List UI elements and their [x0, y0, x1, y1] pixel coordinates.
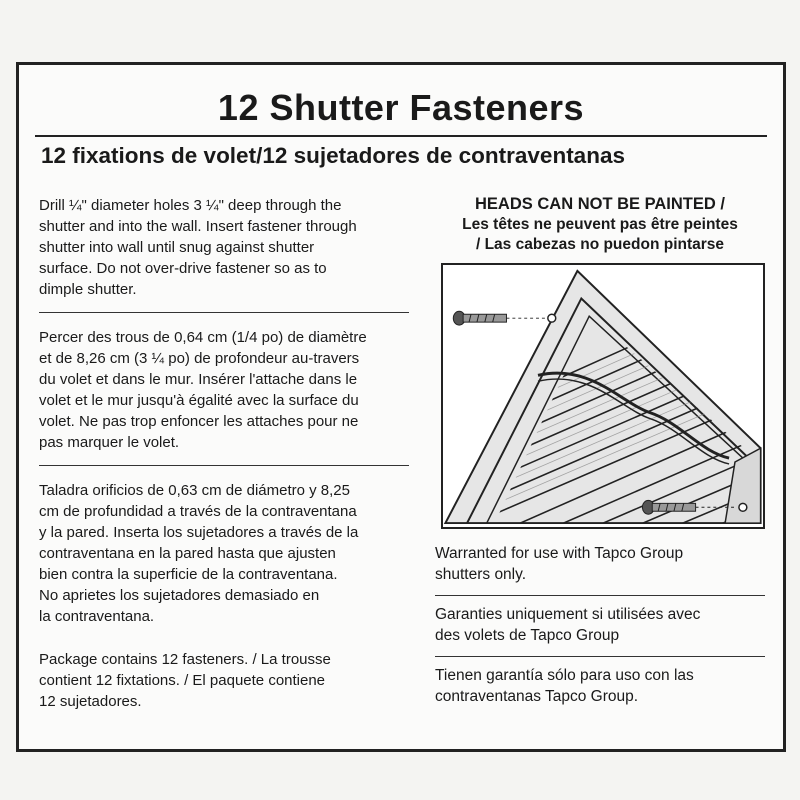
warranty-french: Garanties uniquement si utilisées avec des volets de Tapco Group [435, 606, 701, 644]
shutter-fastener-diagram-icon [441, 263, 765, 529]
instructions-column [39, 195, 409, 712]
spacer [39, 627, 409, 649]
package-contents: Package contains 12 fasteners. / La trousse contient 12 fixtations. / El paquete contiene 12 sujetadores. [39, 651, 331, 710]
title-divider [35, 135, 767, 137]
instruction-label [16, 62, 786, 752]
warnings-column [435, 193, 765, 707]
warning-english: HEADS CAN NOT BE PAINTED / [475, 195, 725, 213]
instructions-english: Drill ¼" diameter holes 3 ¼" deep through the shutter and into the wall. Insert fastener through shutter into wall until snug against shutter surface. Do not over-drive fastener so as to dimple shutter. [39, 197, 357, 298]
warranty-spanish: Tienen garantía sólo para uso con las contraventanas Tapco Group. [435, 667, 694, 705]
instructions-spanish: Taladra orificios de 0,63 cm de diámetro y 8,25 cm de profundidad a través de la contraventana y la pared. Inserta los sujetadores a través de la contraventana en la pared hasta que ajusten bien contra la superficie de la contraventana. No aprietes los sujetadores demasiado en la contraventana. [39, 482, 359, 625]
spacer [435, 529, 765, 543]
warranty-english: Warranted for use with Tapco Group shutters only. [435, 545, 684, 583]
instructions-french: Percer des trous de 0,64 cm (1/4 po) de diamètre et de 8,26 cm (3 ¼ po) de profondeur au-travers du volet et dans le mur. Insérer l'attache dans le volet et le mur jusqu'à égalité avec la surface du volet. Ne pas trop enfoncer les attaches pour ne pas marquer le volet. [39, 329, 367, 451]
page-subtitle: 12 fixations de volet/12 sujetadores de contraventanas [41, 143, 625, 168]
section-divider [39, 312, 409, 313]
fastener-upper [453, 311, 555, 325]
warning-spanish: / Las cabezas no puedon pintarse [475, 236, 725, 253]
section-divider [435, 595, 765, 596]
page-title: 12 Shutter Fasteners [217, 87, 585, 128]
section-divider [39, 465, 409, 466]
warning-french: Les têtes ne peuvent pas être peintes [462, 216, 738, 233]
section-divider [435, 656, 765, 657]
